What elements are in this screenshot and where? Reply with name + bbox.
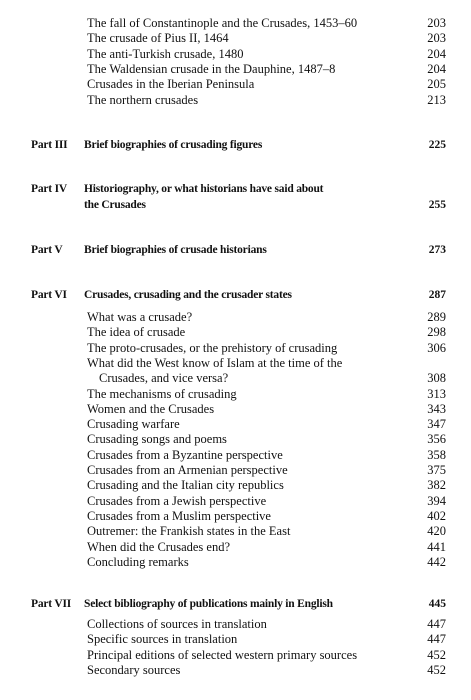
toc-entry-page: 298	[427, 325, 446, 340]
toc-entry-title: Crusades from a Byzantine perspective	[87, 447, 283, 462]
toc-entry-title: The idea of crusade	[87, 325, 186, 340]
part-heading-iv-cont	[0, 198, 471, 213]
toc-entry-page: 420	[427, 524, 446, 539]
part-label: Part III	[31, 139, 68, 151]
toc-entry-title: Crusades from a Muslim perspective	[87, 508, 271, 523]
toc-entry	[0, 47, 471, 62]
part-heading-iv	[0, 182, 471, 197]
toc-entry-page: 358	[427, 447, 446, 462]
toc-entry-title: Crusading songs and poems	[87, 432, 227, 447]
toc-entry-page: 452	[427, 647, 446, 662]
toc-entry-title: The Waldensian crusade in the Dauphine, 1487–8	[87, 61, 336, 76]
toc-entry	[0, 463, 471, 478]
part-title: Historiography, or what historians have said about	[84, 183, 324, 195]
part-label: Part VI	[31, 289, 67, 301]
part-label: Part VII	[31, 598, 72, 610]
part-title: Brief biographies of crusade historians	[84, 244, 267, 256]
toc-entry	[0, 555, 471, 570]
part-title: Select bibliography of publications mainly in English	[84, 598, 333, 610]
part-heading-vii	[0, 597, 471, 612]
toc-entry-page: 313	[427, 386, 446, 401]
toc-entry-page: 204	[427, 61, 446, 76]
toc-entry-page: 203	[427, 31, 446, 46]
toc-entry	[0, 387, 471, 402]
toc-entry	[0, 417, 471, 432]
toc-entry-page: 442	[427, 554, 446, 569]
toc-entry	[0, 540, 471, 555]
toc-entry	[0, 524, 471, 539]
part-page: 255	[428, 199, 446, 211]
toc-entry	[0, 371, 471, 386]
toc-entry	[0, 402, 471, 417]
toc-entry-title: The fall of Constantinople and the Crusades, 1453–60	[87, 16, 358, 30]
toc-entry-title: Crusading and the Italian city republics	[87, 478, 284, 493]
toc-entry	[0, 432, 471, 447]
part-heading-iii	[0, 138, 471, 153]
part-title: Brief biographies of crusading figures	[84, 139, 263, 151]
toc-entry	[0, 648, 471, 663]
toc-entry	[0, 31, 471, 46]
toc-entry-title: Concluding remarks	[87, 554, 189, 569]
toc-entry-title: Collections of sources in translation	[87, 617, 267, 631]
toc-entry	[0, 448, 471, 463]
toc-entry-page: 306	[427, 340, 446, 355]
toc-entry	[0, 310, 471, 325]
toc-entry-title: Crusades in the Iberian Peninsula	[87, 77, 255, 92]
toc-entry-title: The anti-Turkish crusade, 1480	[87, 46, 244, 61]
toc-entry	[0, 663, 471, 678]
toc-entry-page: 382	[427, 478, 446, 493]
part-page: 445	[428, 598, 446, 610]
toc-entry	[0, 341, 471, 356]
toc-entry-page: 402	[427, 508, 446, 523]
toc-entry	[0, 617, 471, 632]
toc-entry	[0, 62, 471, 77]
toc-entry-page: 213	[427, 92, 446, 107]
toc-entry-title: The northern crusades	[87, 92, 199, 107]
toc-entry-title: Crusades from a Jewish perspective	[87, 493, 267, 508]
toc-entry-page: 289	[427, 310, 446, 324]
toc-entry	[0, 77, 471, 92]
toc-entry	[0, 16, 471, 31]
toc-entry-page: 205	[427, 77, 446, 92]
toc-entry	[0, 632, 471, 647]
toc-entry-page: 375	[427, 463, 446, 477]
toc-entry-title: The proto-crusades, or the prehistory of crusading	[87, 340, 338, 355]
toc-entry	[0, 509, 471, 524]
part-page: 273	[428, 244, 446, 256]
part-label: Part V	[31, 244, 63, 256]
part-heading-vi	[0, 288, 471, 303]
toc-entry-page: 203	[427, 16, 446, 30]
toc-entry	[0, 494, 471, 509]
toc-entry-title: When did the Crusades end?	[87, 539, 231, 554]
toc-entry	[0, 478, 471, 493]
toc-entry-page: 447	[427, 632, 446, 647]
toc-entry-title: The mechanisms of crusading	[87, 386, 237, 401]
toc-entry	[0, 325, 471, 340]
part-page: 287	[428, 289, 446, 301]
part-page: 225	[428, 139, 446, 151]
toc-entry-page: 447	[427, 617, 446, 631]
toc-entry-page: 204	[427, 46, 446, 61]
part-label: Part IV	[31, 183, 67, 195]
toc-entry-page: 441	[427, 539, 446, 554]
toc-entry-title: Crusades, and vice versa?	[99, 371, 229, 386]
toc-entry-page: 347	[427, 417, 446, 432]
toc-entry-title: Principal editions of selected western primary sources	[87, 647, 358, 662]
toc-entry-title: Crusading warfare	[87, 417, 180, 432]
toc-entry-title: Women and the Crusades	[87, 401, 215, 416]
toc-entry-title: Outremer: the Frankish states in the East	[87, 524, 291, 539]
toc-entry-title: Crusades from an Armenian perspective	[87, 463, 288, 477]
part-heading-v	[0, 243, 471, 258]
toc-entry-title: What was a crusade?	[87, 310, 193, 324]
toc-entry-page: 308	[427, 371, 446, 386]
toc-entry-page: 394	[427, 493, 446, 508]
toc-entry	[0, 93, 471, 108]
toc-entry-page: 343	[427, 401, 446, 416]
part-title: Crusades, crusading and the crusader states	[84, 289, 292, 301]
toc-entry-title: What did the West know of Islam at the time of the	[87, 355, 343, 370]
toc-entry-title: Secondary sources	[87, 662, 181, 677]
part-title-continued: the Crusades	[84, 199, 146, 211]
toc-entry	[0, 356, 471, 371]
toc-entry-title: The crusade of Pius II, 1464	[87, 31, 229, 46]
toc-entry-title: Specific sources in translation	[87, 632, 238, 647]
toc-entry-page: 356	[427, 432, 446, 447]
toc-entry-page: 452	[427, 662, 446, 677]
